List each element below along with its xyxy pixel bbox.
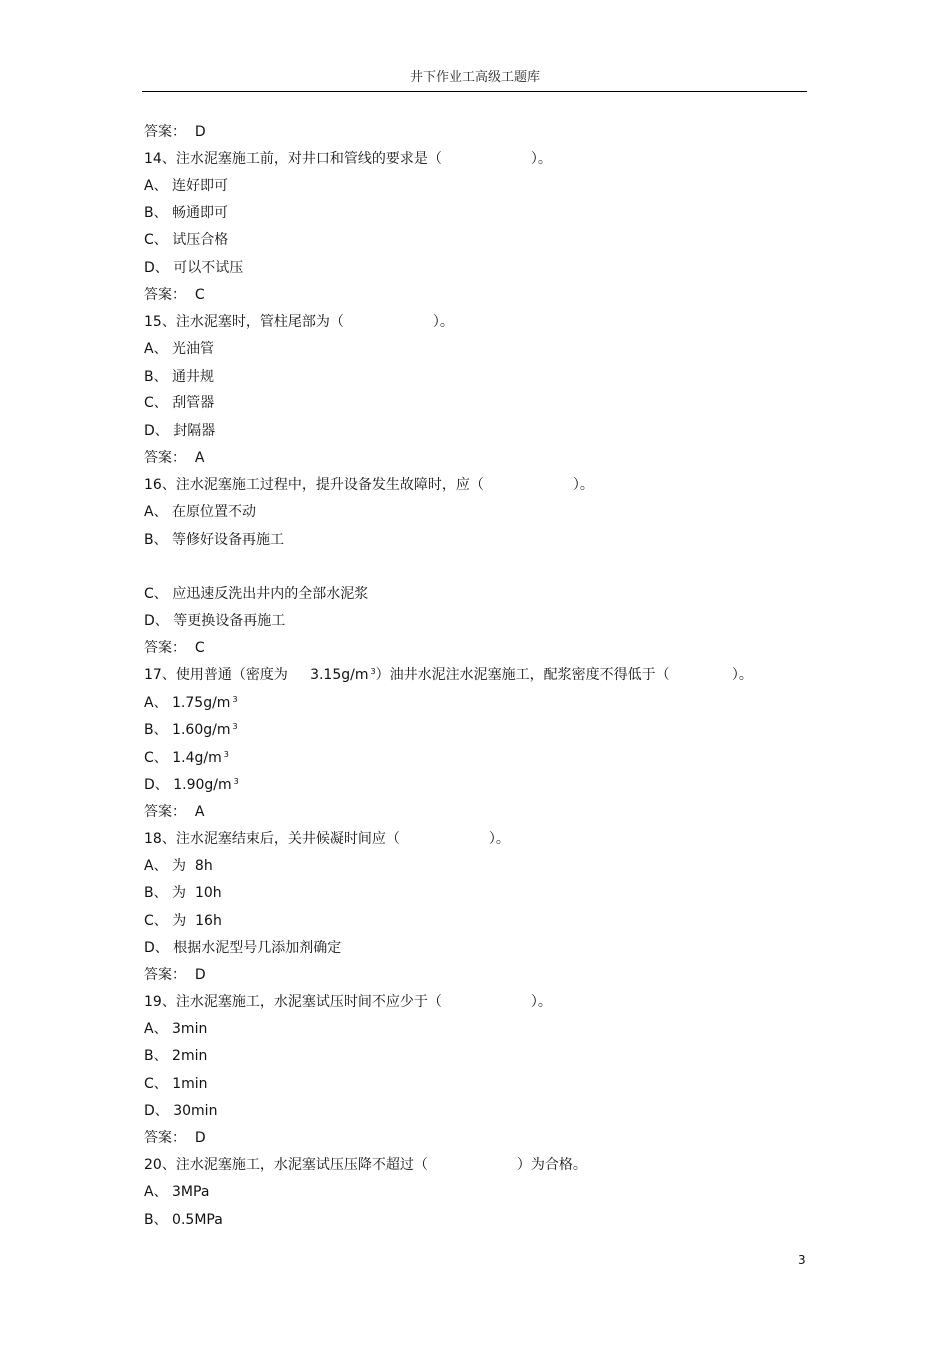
header-rule [142,91,807,92]
q15-option-a: A、 光油管 [144,341,215,357]
q17-option-b-text: B、 1.60g/m [144,722,231,738]
q17-option-a [144,694,238,714]
answer-16: 答案： C [144,640,205,656]
answer-19: 答案： D [144,1130,206,1146]
superscript-3: 3 [232,722,238,731]
question-15: 15、注水泥塞时，管柱尾部为（ ）。 [144,314,454,330]
answer-15: 答案： A [144,450,205,466]
q16-option-a: A、 在原位置不动 [144,504,257,520]
answer-17: 答案： A [144,804,205,820]
answer-14: 答案： C [144,287,205,303]
q19-option-c: C、 1min [144,1076,208,1092]
superscript-3: 3 [232,695,238,704]
page-header-title: 井下作业工高级工题库 [409,70,540,85]
superscript-3: 3 [223,750,229,759]
question-20: 20、注水泥塞施工，水泥塞试压压降不超过（ ）为合格。 [144,1157,587,1173]
question-16: 16、注水泥塞施工过程中，提升设备发生故障时，应（ ）。 [144,477,594,493]
superscript-3: 3 [370,667,376,676]
q16-option-c: C、 应迅速反洗出井内的全部水泥浆 [144,586,369,602]
question-18: 18、注水泥塞结束后，关井候凝时间应（ ）。 [144,831,510,847]
q17-option-c-text: C、 1.4g/m [144,750,222,766]
question-19: 19、注水泥塞施工，水泥塞试压时间不应少于（ ）。 [144,994,552,1010]
q17-option-d-text: D、 1.90g/m [144,777,232,793]
q14-option-d: D、 可以不试压 [144,260,244,276]
q18-option-a: A、 为 8h [144,858,213,874]
q17-option-b [144,721,238,741]
q20-option-b: B、 0.5MPa [144,1212,223,1228]
q16-option-d: D、 等更换设备再施工 [144,613,286,629]
q15-option-b: B、 通井规 [144,369,215,385]
question-14: 14、注水泥塞施工前，对井口和管线的要求是（ ）。 [144,151,552,167]
question-17-part2: ）油井水泥注水泥塞施工，配浆密度不得低于（ ）。 [375,667,753,683]
q17-option-a-text: A、 1.75g/m [144,695,231,711]
q14-option-b: B、 畅通即可 [144,205,229,221]
q19-option-b: B、 2min [144,1048,208,1064]
q14-option-a: A、 连好即可 [144,178,229,194]
q15-option-c: C、 刮管器 [144,395,215,411]
q18-option-b: B、 为 10h [144,885,222,901]
q17-option-d [144,776,239,796]
q18-option-d: D、 根据水泥型号几添加剂确定 [144,940,342,956]
page-number: 3 [798,1253,806,1267]
q16-option-b: B、 等修好设备再施工 [144,532,285,548]
superscript-3: 3 [233,777,239,786]
question-17 [144,666,753,686]
q19-option-a: A、 3min [144,1021,208,1037]
q18-option-c: C、 为 16h [144,913,222,929]
question-17-part1: 17、使用普通（密度为 3.15g/m [144,667,369,683]
answer-18: 答案： D [144,967,206,983]
q19-option-d: D、 30min [144,1103,218,1119]
answer-13: 答案： D [144,124,206,140]
q20-option-a: A、 3MPa [144,1184,210,1200]
q17-option-c [144,749,229,769]
q15-option-d: D、 封隔器 [144,423,216,439]
q14-option-c: C、 试压合格 [144,232,229,248]
